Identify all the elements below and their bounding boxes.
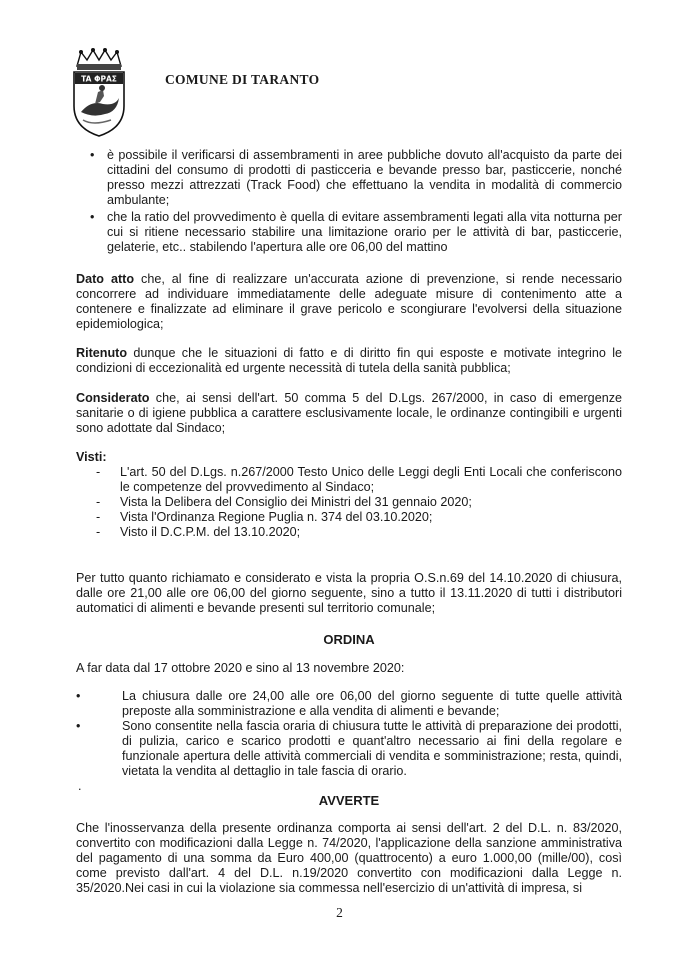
- visti-item-text: Vista la Delibera del Consiglio dei Ministri del 31 gennaio 2020;: [120, 495, 472, 509]
- list-item: [76, 719, 622, 779]
- visti-item-text: Visto il D.C.P.M. del 13.10.2020;: [120, 525, 301, 539]
- dash-marker: -: [96, 510, 101, 524]
- municipality-name: COMUNE DI TARANTO: [165, 72, 320, 87]
- list-item: [76, 495, 622, 510]
- dato-atto-text: che, al fine di realizzare un'accurata azione di prevenzione, si rende necessario concorrere ad individuare immediatamente delle adeguate misure di contenimento atte a contenere e finalizzate ad eliminare il grave pericolo e scongiurare l'evolversi della situazione epidemiologica;: [76, 272, 622, 331]
- dato-atto-lead: Dato atto: [76, 272, 135, 286]
- visti-item-text: Vista l'Ordinanza Regione Puglia n. 374 del 03.10.2020;: [120, 510, 433, 524]
- per-tutto-paragraph: Per tutto quanto richiamato e considerato e vista la propria O.S.n.69 del 14.10.2020 di chiusura, dalle ore 21,00 alle ore 06,00 del giorno seguente, sino a tutto il 13.11.2020 di tutti i distributori automatici di alimenti e bevande presenti sul territorio comunale;: [76, 571, 622, 615]
- considerato-paragraph: [76, 391, 622, 436]
- ordina-list: [76, 689, 622, 779]
- ordina-item-text: La chiusura dalle ore 24,00 alle ore 06,00 del giorno seguente di tutte quelle attività preposte alla somministrazione e alla vendita di alimenti e bevande;: [122, 689, 622, 718]
- considerato-lead: Considerato: [76, 391, 150, 405]
- visti-list: [76, 465, 622, 540]
- dash-marker: -: [96, 525, 101, 539]
- list-item: [76, 525, 622, 540]
- bullet-icon: •: [76, 719, 81, 733]
- city-crest-logo: [71, 46, 127, 138]
- bullet-icon: •: [76, 689, 81, 703]
- avverte-paragraph: Che l'inosservanza della presente ordinanza comporta ai sensi dell'art. 2 del D.L. n. 83/2020, convertito con modificazioni dalla Legge n. 74/2020, l'applicazione della sanzione amministrativa del pagamento di una somma da Euro 400,00 (quattrocento) a euro 1.000,00 (mille/00), così come previsto dall'art. 4 del D.L. n.19/2020 convertito con modificazioni dalla Legge n. 35/2020.Nei casi in cui la violazione sia commessa nell'esercizio di un'attività di impresa, si: [76, 821, 622, 895]
- visti-item-text: L'art. 50 del D.Lgs. n.267/2000 Testo Unico delle Leggi degli Enti Locali che conferiscono le competenze del provvedimento al Sindaco;: [120, 465, 622, 494]
- bullet-text: è possibile il verificarsi di assembramenti in aree pubbliche dovuto all'acquisto da parte dei cittadini del consumo di prodotti di pasticceria e bevande presso bar, pasticcerie, nonché presso mezzi attrezzati (Track Food) che effettuano la vendita in modalità di commercio ambulante;: [107, 148, 622, 207]
- bullet-icon: •: [90, 148, 95, 162]
- visti-heading: Visti:: [76, 450, 107, 464]
- list-item: [76, 689, 622, 719]
- dato-atto-paragraph: [76, 272, 622, 332]
- ritenuto-text: dunque che le situazioni di fatto e di diritto fin qui esposte e motivate integrino le condizioni di eccezionalità ed urgente necessità di tutela della sanità pubblica;: [76, 346, 622, 375]
- bullet-icon: •: [90, 210, 95, 224]
- ordina-item-text: Sono consentite nella fascia oraria di chiusura tutte le attività di preparazione dei prodotti, di pulizia, carico e scarico prodotti e quant'altro necessario ai fini della regolare e funzionale apertura delle attività commerciali di vendita e somministrazione; resta, quindi, vietata la vendita al dettaglio in tale fascia di orario.: [122, 719, 622, 778]
- crest-text: TA ΦΡΑΣ: [81, 74, 117, 84]
- bullet-text: che la ratio del provvedimento è quella di evitare assembramenti legati alla vita notturna per cui si ritiene necessario stabilire una limitazione orario per le attività di bar, pasticcerie, gelaterie, etc.. stabilendo l'apertura alle ore 06,00 del mattino: [107, 210, 622, 254]
- ordina-heading: ORDINA: [323, 632, 375, 647]
- dash-marker: -: [96, 465, 101, 479]
- intro-bullet-list: [76, 148, 622, 255]
- list-item: [76, 148, 622, 208]
- document-body: [76, 148, 622, 896]
- considerato-text: che, ai sensi dell'art. 50 comma 5 del D.Lgs. 267/2000, in caso di emergenze sanitarie o di igiene pubblica a carattere esclusivamente locale, le ordinanze contingibili e urgenti sono adottate dal Sindaco;: [76, 391, 622, 435]
- ordina-intro: A far data dal 17 ottobre 2020 e sino al 13 novembre 2020:: [76, 661, 405, 675]
- ritenuto-paragraph: [76, 346, 622, 376]
- stray-mark: .: [78, 779, 82, 793]
- dash-marker: -: [96, 495, 101, 509]
- avverte-heading: AVVERTE: [318, 793, 380, 808]
- list-item: [76, 465, 622, 495]
- list-item: [76, 510, 622, 525]
- ritenuto-lead: Ritenuto: [76, 346, 128, 360]
- page-number: 2: [336, 905, 343, 920]
- list-item: [76, 210, 622, 255]
